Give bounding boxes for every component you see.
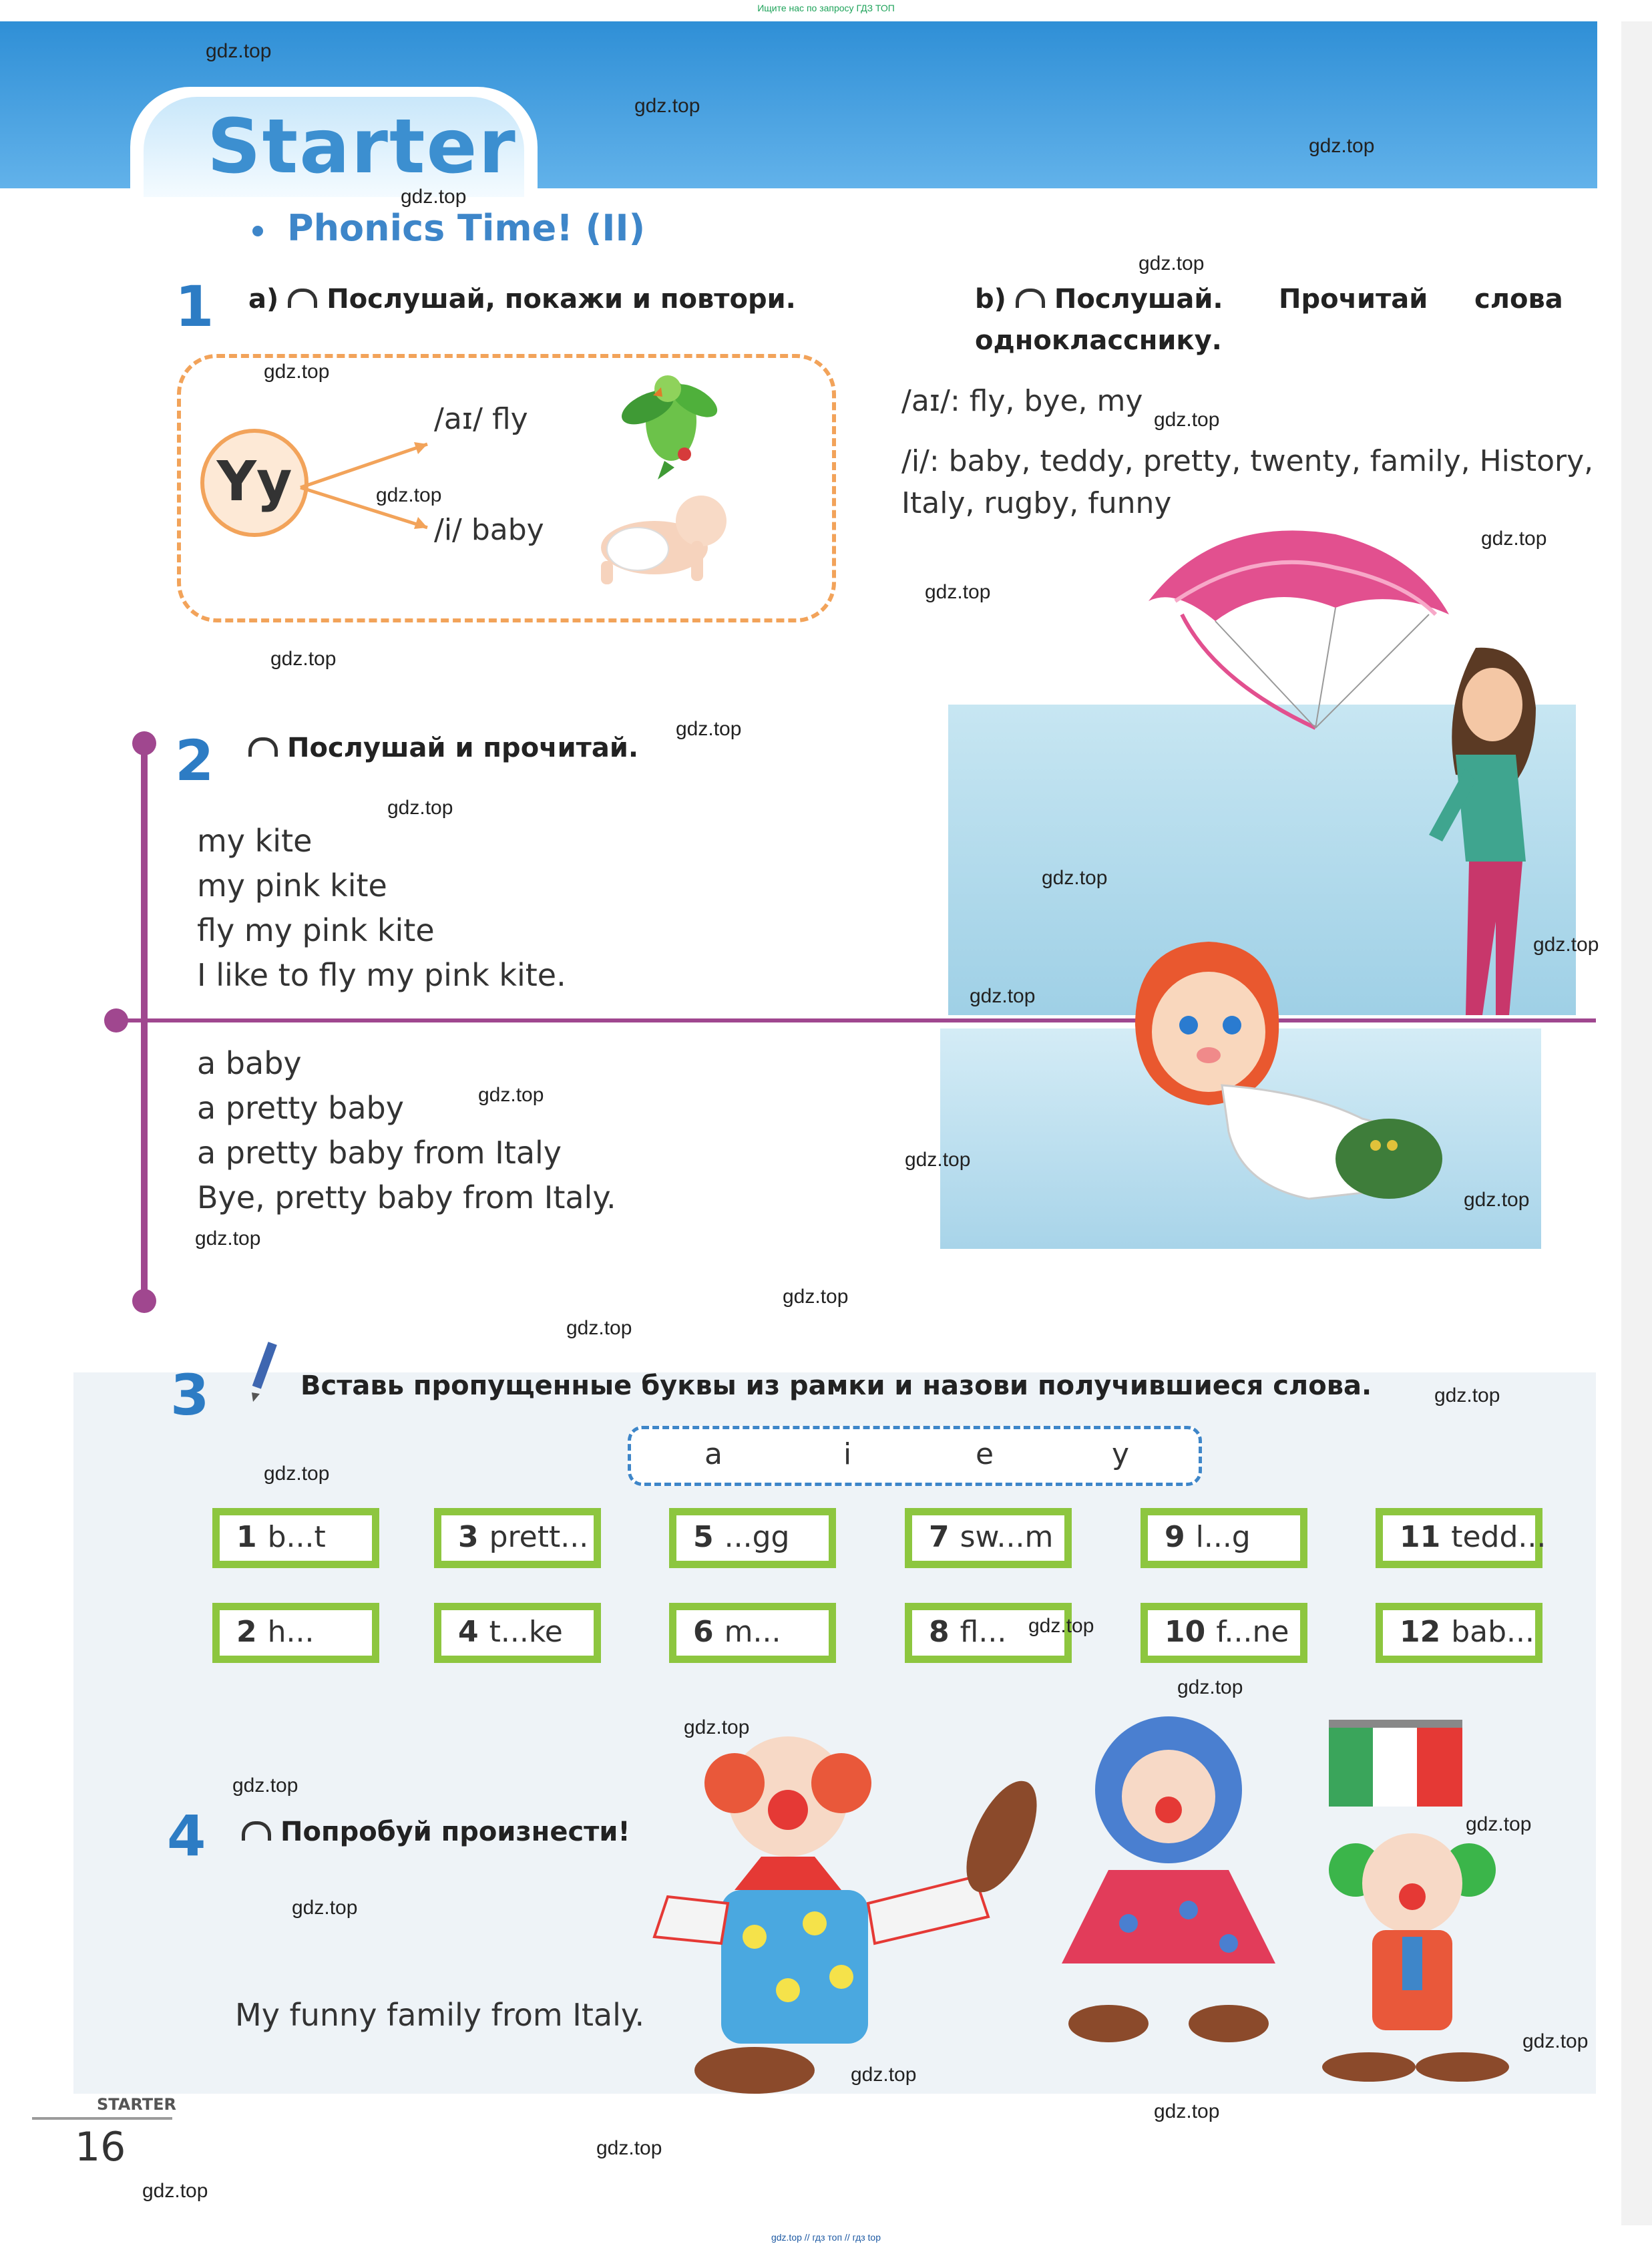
ex3-instruction: Вставь пропущенные буквы из рамки и назови получившиеся слова. — [300, 1370, 1372, 1401]
ex4-text: Попробуй произнести! — [280, 1817, 630, 1847]
exercise-2-number: 2 — [175, 728, 214, 793]
ex1-b-text-3: слова — [1474, 284, 1563, 315]
word-box — [434, 1603, 601, 1663]
watermark: gdz.top — [1481, 528, 1547, 550]
word-number: 10 — [1165, 1615, 1206, 1649]
watermark: gdz.top — [376, 484, 442, 506]
letter-option: i — [843, 1437, 852, 1471]
watermark: gdz.top — [292, 1897, 358, 1919]
parrot-image — [621, 361, 721, 481]
word-number: 8 — [929, 1615, 950, 1649]
ai-words: /aɪ/: fly, bye, my — [901, 384, 1143, 418]
word-box — [212, 1508, 379, 1568]
ex2-line: fly my pink kite — [197, 912, 435, 948]
i-words-line2: Italy, rugby, funny — [901, 486, 1172, 520]
clown-small-image — [1295, 1817, 1536, 2084]
ex1-b-instruction — [975, 284, 1223, 315]
word-box — [669, 1508, 836, 1568]
footer-line — [32, 2117, 172, 2120]
word-box — [1141, 1603, 1307, 1663]
word-number: 3 — [458, 1520, 479, 1554]
page-edge — [1621, 21, 1652, 2225]
ex2-line: my kite — [197, 823, 313, 859]
watermark: gdz.top — [1309, 135, 1375, 157]
exercise-1-number: 1 — [175, 274, 214, 339]
word-box — [212, 1603, 379, 1663]
ex2-line: a pretty baby from Italy — [197, 1135, 562, 1171]
word-number: 12 — [1400, 1615, 1441, 1649]
ex4-instruction — [242, 1817, 630, 1847]
watermark: gdz.top — [270, 648, 337, 670]
footer-label: STARTER — [97, 2095, 177, 2114]
clown-girl-image — [1035, 1710, 1315, 2057]
word-text: prett... — [489, 1520, 589, 1554]
word-text: bab... — [1451, 1615, 1535, 1649]
headphones-icon — [242, 1821, 271, 1841]
watermark: gdz.top — [1154, 2100, 1220, 2122]
ex2-line: my pink kite — [197, 868, 387, 904]
watermark: gdz.top — [264, 361, 330, 383]
sound-baby: /i/ baby — [434, 513, 544, 547]
watermark: gdz.top — [596, 2137, 662, 2159]
ex2-instruction — [248, 733, 638, 763]
ex2-line: Bye, pretty baby from Italy. — [197, 1179, 616, 1215]
letter-option: a — [704, 1437, 722, 1471]
ex1-b-text-2: Прочитай — [1279, 284, 1428, 315]
word-number: 4 — [458, 1615, 479, 1649]
ex1-a-label: a) — [248, 284, 279, 315]
section-title: Phonics Time! (II) — [287, 207, 646, 249]
ex2-line: I like to fly my pink kite. — [197, 957, 566, 993]
word-number: 11 — [1400, 1520, 1441, 1554]
watermark: gdz.top — [478, 1084, 544, 1106]
exercise-3-number: 3 — [170, 1362, 210, 1428]
watermark: gdz.top — [783, 1286, 849, 1308]
word-box — [1376, 1603, 1542, 1663]
ex2-line: a pretty baby — [197, 1090, 404, 1126]
page-title: Starter — [207, 104, 517, 190]
word-number: 5 — [693, 1520, 714, 1554]
watermark: gdz.top — [684, 1716, 750, 1738]
word-text: sw...m — [960, 1520, 1054, 1554]
timeline-dot-middle — [104, 1008, 128, 1032]
word-box — [669, 1603, 836, 1663]
watermark: gdz.top — [1042, 867, 1108, 889]
watermark: gdz.top — [1154, 409, 1220, 431]
headphones-icon — [288, 289, 317, 308]
watermark: gdz.top — [676, 718, 742, 740]
letters-box — [628, 1426, 1202, 1486]
ex1-a-text: Послушай, покажи и повтори. — [327, 284, 796, 315]
page-number: 16 — [75, 2124, 126, 2171]
word-number: 1 — [236, 1520, 257, 1554]
watermark: gdz.top — [206, 40, 272, 62]
tongue-twister: My funny family from Italy. — [235, 1997, 645, 2033]
ex2-text: Послушай и прочитай. — [287, 733, 639, 763]
i-words-line1: /i/: baby, teddy, pretty, twenty, family, History, — [901, 444, 1594, 478]
word-box — [434, 1508, 601, 1568]
ex1-a-instruction — [248, 284, 796, 315]
ex1-b-text-1: Послушай. — [1054, 284, 1223, 315]
watermark: gdz.top — [1028, 1615, 1094, 1637]
timeline-dot-top — [132, 731, 156, 755]
watermark: gdz.top — [1533, 934, 1599, 956]
letter-circle: Yy — [200, 429, 308, 537]
bottom-note: gdz.top // гдз топ // гдз top — [771, 2232, 881, 2243]
watermark: gdz.top — [401, 186, 467, 208]
watermark: gdz.top — [925, 581, 991, 603]
watermark: gdz.top — [1464, 1189, 1530, 1211]
word-text: b...t — [267, 1520, 326, 1554]
watermark: gdz.top — [970, 985, 1036, 1007]
watermark: gdz.top — [905, 1149, 971, 1171]
sound-fly: /aɪ/ fly — [434, 402, 528, 436]
word-number: 6 — [693, 1615, 714, 1649]
pencil-icon — [244, 1339, 284, 1402]
exercise-4-number: 4 — [167, 1803, 206, 1869]
watermark: gdz.top — [566, 1317, 632, 1339]
ex1-b-label: b) — [975, 284, 1006, 315]
word-text: m... — [724, 1615, 781, 1649]
word-text: ...gg — [724, 1520, 790, 1554]
baby-image — [574, 488, 735, 588]
watermark: gdz.top — [1177, 1676, 1243, 1698]
word-text: t...ke — [489, 1615, 563, 1649]
letter-option: e — [976, 1437, 994, 1471]
timeline-dot-bottom — [132, 1289, 156, 1313]
top-note: Ищите нас по запросу ГДЗ ТОП — [757, 3, 895, 13]
watermark: gdz.top — [1139, 252, 1205, 274]
watermark: gdz.top — [195, 1228, 261, 1250]
watermark: gdz.top — [1522, 2030, 1589, 2052]
italy-flag-image — [1329, 1720, 1462, 1807]
word-box — [1141, 1508, 1307, 1568]
word-text: h... — [267, 1615, 315, 1649]
bullet-dot — [252, 226, 263, 236]
watermark: gdz.top — [1434, 1384, 1500, 1406]
ex2-line: a baby — [197, 1045, 302, 1081]
watermark: gdz.top — [142, 2180, 208, 2202]
letter-option: y — [1112, 1437, 1130, 1471]
watermark: gdz.top — [851, 2064, 917, 2086]
headphones-icon — [1016, 289, 1045, 308]
hooded-baby-image — [1108, 932, 1456, 1212]
word-number: 7 — [929, 1520, 950, 1554]
word-text: l...g — [1195, 1520, 1251, 1554]
word-number: 2 — [236, 1615, 257, 1649]
word-text: fl... — [960, 1615, 1007, 1649]
word-number: 9 — [1165, 1520, 1185, 1554]
word-box — [905, 1508, 1072, 1568]
word-text: tedd... — [1451, 1520, 1546, 1554]
clown-big-image — [628, 1723, 1042, 2097]
watermark: gdz.top — [232, 1774, 298, 1797]
word-text: f...ne — [1216, 1615, 1289, 1649]
headphones-icon — [248, 737, 278, 757]
watermark: gdz.top — [387, 797, 453, 819]
watermark: gdz.top — [264, 1463, 330, 1485]
watermark: gdz.top — [634, 95, 700, 117]
watermark: gdz.top — [1466, 1813, 1532, 1835]
ex1-b-text-4: однокласснику. — [975, 325, 1222, 356]
word-box — [1376, 1508, 1546, 1568]
